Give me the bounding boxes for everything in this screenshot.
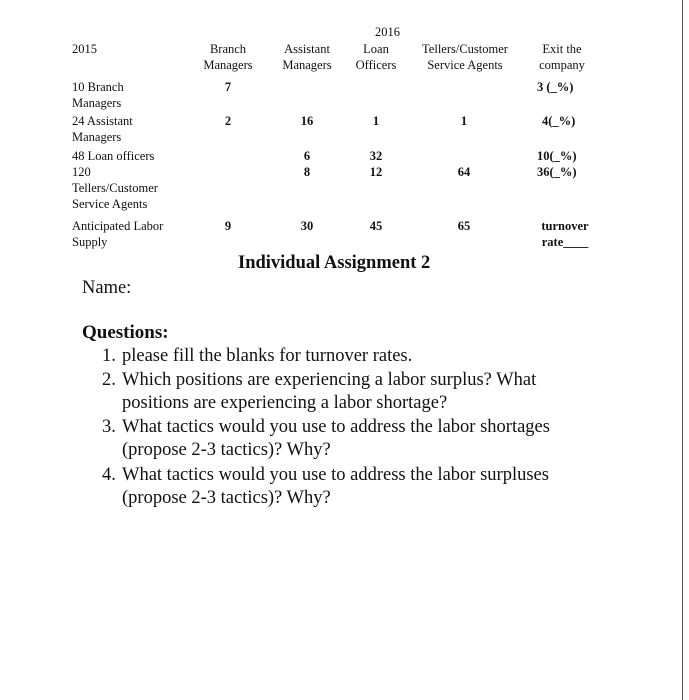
cell-r3-loan: 32 [369, 149, 383, 163]
page-title: Individual Assignment 2 [238, 253, 431, 273]
cell-r2-tellers: 1 [460, 114, 468, 128]
row-label-tellers: 120 Tellers/Customer Service Agents [72, 165, 158, 211]
col-loan-officers: Loan Officers [355, 42, 397, 72]
col-assistant-managers: Assistant Managers [282, 42, 332, 72]
cell-supply-tellers: 65 [457, 219, 471, 233]
cell-supply-loan: 45 [369, 219, 383, 233]
cell-r2-exit: 4(_%) [542, 114, 576, 128]
questions-heading: Questions: [82, 322, 169, 343]
cell-r1-exit: 3 (_%) [537, 80, 574, 94]
question-2: 2. Which positions are experiencing a labor surplus? What positions are experiencing a labor shortage? [102, 370, 537, 413]
question-1: 1. please fill the blanks for turnover rates. [102, 346, 413, 366]
row-label-supply: Anticipated Labor Supply [72, 219, 164, 249]
cell-r1-branch: 7 [224, 80, 232, 94]
name-label: Name: [82, 278, 132, 298]
turnover-rate-label: turnover rate____ [541, 219, 589, 249]
cell-r3-exit: 10(_%) [537, 149, 577, 163]
cell-r2-branch: 2 [224, 114, 232, 128]
col-branch-managers: Branch Managers [203, 42, 253, 72]
cell-r4-assistant: 8 [303, 165, 311, 179]
year-2016: 2016 [375, 25, 400, 39]
year-2015: 2015 [72, 42, 97, 56]
cell-supply-branch: 9 [224, 219, 232, 233]
cell-r4-exit: 36(_%) [537, 165, 577, 179]
row-label-loan: 48 Loan officers [72, 149, 155, 163]
row-label-branch: 10 Branch Managers [72, 80, 124, 110]
col-tellers: Tellers/Customer Service Agents [422, 42, 508, 72]
row-label-assistant: 24 Assistant Managers [72, 114, 133, 144]
cell-r4-loan: 12 [369, 165, 383, 179]
cell-r2-loan: 1 [372, 114, 380, 128]
cell-supply-assistant: 30 [300, 219, 314, 233]
col-exit: Exit the company [539, 42, 585, 72]
cell-r3-assistant: 6 [303, 149, 311, 163]
question-4: 4. What tactics would you use to address the labor surpluses (propose 2-3 tactics)? Why? [102, 465, 549, 508]
cell-r4-tellers: 64 [457, 165, 471, 179]
question-3: 3. What tactics would you use to address the labor shortages (propose 2-3 tactics)? Why? [102, 417, 550, 460]
cell-r2-assistant: 16 [300, 114, 314, 128]
